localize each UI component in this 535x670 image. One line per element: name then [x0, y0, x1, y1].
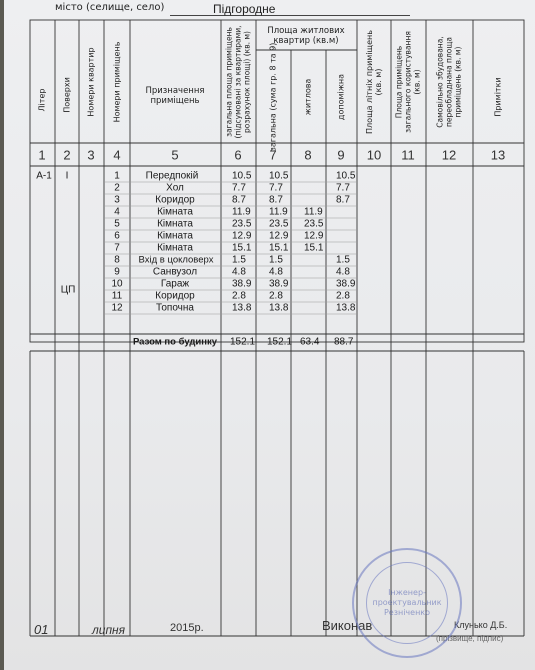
- col-header-purpose: Призначення приміщень: [145, 86, 205, 106]
- cell-auxiliary: 38.9: [336, 278, 356, 290]
- cell-general: 11.9: [269, 206, 288, 218]
- cell-auxiliary: 2.8: [336, 290, 350, 302]
- cell-purpose: Кімната: [157, 206, 193, 218]
- total-auxiliary: 88.7: [334, 336, 354, 348]
- cell-purpose: Кімната: [157, 242, 193, 254]
- cell-room-number: 11: [111, 290, 123, 302]
- date-day: 01: [34, 622, 49, 637]
- cell-general: 15.1: [269, 242, 289, 254]
- col-header-common: Площа приміщень загального користування (кв. м): [394, 31, 422, 133]
- cell-purpose: Передпокій: [145, 170, 199, 182]
- total-living: 63.4: [300, 336, 320, 348]
- official-stamp: [352, 548, 462, 658]
- col-header-living: житлова: [303, 78, 313, 116]
- col-number: 5: [171, 147, 179, 163]
- cell-living: 12.9: [304, 230, 324, 242]
- cell-total-area: 23.5: [232, 218, 252, 230]
- total-general: 152.1: [267, 336, 293, 348]
- location-value: Підгородне: [213, 2, 276, 16]
- cell-room-number: 7: [114, 242, 120, 254]
- col-number: 12: [441, 147, 457, 163]
- col-number: 9: [337, 147, 345, 163]
- col-number: 8: [304, 147, 312, 163]
- executor-name: Клунько Д.Б.: [454, 620, 508, 630]
- col-number: 1: [38, 147, 46, 163]
- col-header-unauthorized: Самовільно збудована, переобладнана площа приміщень (кв. м): [435, 36, 463, 128]
- cell-total-area: 2.8: [232, 290, 246, 302]
- date-year: 2015р.: [170, 622, 204, 634]
- col-header-general: загальна (сума гр. 8 та 9): [268, 42, 278, 152]
- cell-room-number: 10: [111, 278, 123, 290]
- cell-general: 4.8: [269, 266, 283, 278]
- cell-general: 12.9: [269, 230, 289, 242]
- col-header-room-numbers: Номери приміщень: [112, 41, 122, 123]
- col-number: 3: [87, 147, 95, 163]
- date-month: липня: [92, 623, 126, 637]
- cell-purpose: Гараж: [160, 278, 190, 290]
- executor-label: Виконав: [322, 618, 373, 633]
- cell-room-number: 9: [114, 266, 120, 278]
- cell-general: 10.5: [269, 170, 289, 182]
- cell-room-number: 8: [114, 254, 120, 266]
- col-number: 13: [490, 147, 506, 163]
- cell-total-area: 13.8: [232, 302, 252, 314]
- col-header-liter: Літер: [37, 88, 47, 112]
- col-number: 2: [63, 147, 71, 163]
- cell-purpose: Санвузол: [152, 266, 198, 278]
- cell-total-area: 15.1: [232, 242, 252, 254]
- cell-total-area: 10.5: [232, 170, 252, 182]
- cell-room-number: 6: [114, 230, 120, 242]
- col-number: 11: [401, 147, 415, 163]
- cell-total-area: 7.7: [232, 182, 246, 194]
- cell-auxiliary: 10.5: [336, 170, 356, 182]
- cell-purpose: Коридор: [155, 290, 195, 302]
- stamp-text: Інженер-проектувальник Резніченко: [372, 588, 442, 617]
- cell-room-number: 5: [114, 218, 120, 230]
- cell-room-number: 4: [114, 206, 120, 218]
- col-header-apartments: Номери квартир: [86, 47, 96, 117]
- cell-auxiliary: 4.8: [336, 266, 350, 278]
- cell-general: 7.7: [269, 182, 283, 194]
- cell-auxiliary: 8.7: [336, 194, 350, 206]
- col-header-notes: Примітки: [493, 77, 503, 117]
- cell-total-area: 12.9: [232, 230, 252, 242]
- col-header-total-area: загальна площа приміщень (підсумовані за квартирами, розрахунок площі) (кв. м): [224, 25, 252, 139]
- cell-total-area: 38.9: [232, 278, 252, 290]
- cell-general: 23.5: [269, 218, 289, 230]
- cell-purpose: Хол: [166, 182, 184, 194]
- cell-purpose: Коридор: [155, 194, 195, 206]
- cell-total-area: 4.8: [232, 266, 246, 278]
- cell-purpose: Кімната: [157, 230, 193, 242]
- cell-purpose: Топочна: [156, 302, 194, 314]
- cell-living: 11.9: [304, 206, 323, 218]
- col-number: 10: [366, 147, 382, 163]
- cell-auxiliary: 7.7: [336, 182, 350, 194]
- cell-room-number: 12: [111, 302, 123, 314]
- cell-total-area: 1.5: [232, 254, 246, 266]
- col-number: 6: [234, 147, 242, 163]
- cell-room-number: 1: [114, 170, 120, 182]
- col-number: 7: [269, 147, 277, 163]
- col-header-floors: Поверхи: [62, 77, 72, 113]
- col-header-living-group: Площа житлових квартир (кв.м): [267, 26, 345, 46]
- cell-auxiliary: 13.8: [336, 302, 356, 314]
- col-header-auxiliary: допоміжна: [336, 73, 346, 121]
- total-area: 152.1: [230, 336, 256, 348]
- cell-general: 1.5: [269, 254, 283, 266]
- cell-total-area: 8.7: [232, 194, 246, 206]
- executor-caption: (прізвище, підпис): [436, 634, 504, 643]
- cell-purpose: Вхід в цокловерх: [138, 254, 214, 266]
- col-header-summer: Площа літніх приміщень (кв. м): [365, 30, 383, 134]
- cell-general: 8.7: [269, 194, 283, 206]
- cell-purpose: Кімната: [157, 218, 193, 230]
- cell-floor: І: [65, 170, 69, 182]
- cell-liter: А-1: [36, 170, 52, 182]
- location-label: місто (селище, село): [55, 2, 165, 13]
- cell-general: 2.8: [269, 290, 283, 302]
- cell-total-area: 11.9: [232, 206, 251, 218]
- cell-living: 23.5: [304, 218, 324, 230]
- cell-room-number: 3: [114, 194, 120, 206]
- cell-general: 13.8: [269, 302, 289, 314]
- col-number: 4: [113, 147, 121, 163]
- total-label: Разом по будинку: [132, 336, 218, 348]
- cell-room-number: 2: [114, 182, 120, 194]
- cell-general: 38.9: [269, 278, 289, 290]
- cell-floor: ЦП: [60, 284, 76, 296]
- cell-auxiliary: 1.5: [336, 254, 350, 266]
- cell-living: 15.1: [304, 242, 324, 254]
